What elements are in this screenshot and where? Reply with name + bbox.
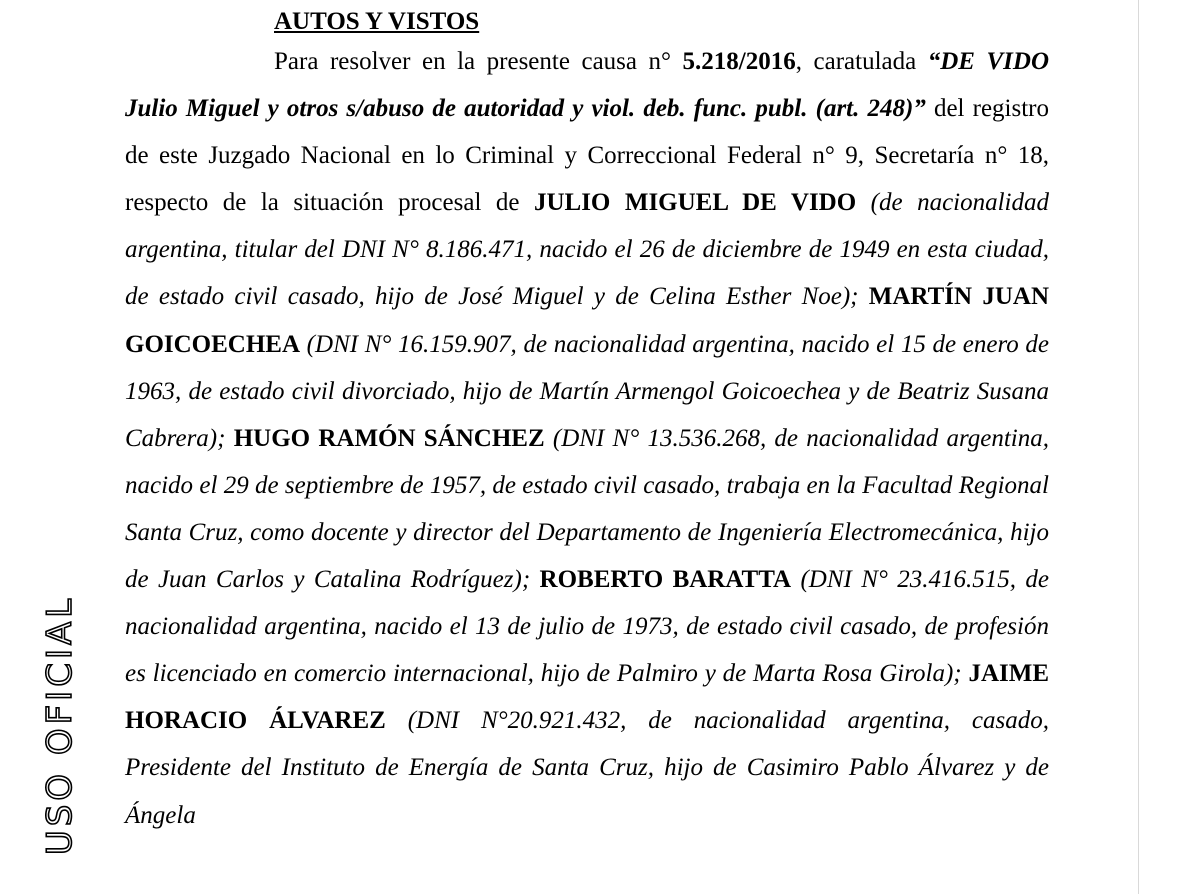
uso-oficial-stamp: USO OFICIAL bbox=[40, 594, 80, 856]
page-border bbox=[1138, 0, 1139, 894]
defendant-details: (DNI N° 13.536.268, de nacionalidad argentina, nacido el 29 de septiembre de 1957, de estado civil casado, trabaja en la Facultad Regional Santa Cruz, como docente y director del Departamento de Ingeniería Electromecánica, hijo de Juan Carlos y Catalina Rodríguez); bbox=[125, 424, 1049, 594]
defendant-details: (DNI N° 23.416.515, de nacionalidad argentina, nacido el 13 de julio de 1973, de estado civil casado, de profesión es licenciado en comercio internacional, hijo de Palmiro y de Marta Rosa Girola); bbox=[125, 566, 1049, 688]
resolution-paragraph bbox=[125, 38, 1049, 839]
section-heading: AUTOS Y VISTOS bbox=[274, 8, 480, 35]
defendant-details: (DNI N° 16.159.907, de nacionalidad argentina, nacido el 15 de enero de 1963, de estado civil divorciado, hijo de Martín Armengol Goicoechea y de Beatriz Susana Cabrera); bbox=[125, 330, 1049, 452]
case-number: 5.218/2016 bbox=[682, 48, 796, 75]
defendant-name: JAIME HORACIO ÁLVAREZ bbox=[125, 660, 1049, 735]
defendant-name: MARTÍN JUAN GOICOECHEA bbox=[125, 283, 1049, 358]
defendant-name: ROBERTO BARATTA bbox=[539, 566, 792, 594]
defendant-details: (de nacionalidad argentina, titular del DNI N° 8.186.471, nacido el 26 de diciembre de 1949 en esta ciudad, de estado civil casado, hijo de José Miguel y de Celina Esther Noe); bbox=[125, 189, 1050, 311]
court-text: del registro de este Juzgado Nacional en lo Criminal y Correccional Federal n° 9, Secretaría n° 18, respecto de la situación procesal de bbox=[125, 95, 1049, 217]
document-body bbox=[125, 0, 1049, 839]
caratulada-text: , caratulada bbox=[795, 48, 928, 75]
defendant-details: (DNI N°20.921.432, de nacionalidad argentina, casado, Presidente del Instituto de Energía de Santa Cruz, hijo de Casimiro Pablo Álvarez y de Ángela bbox=[125, 707, 1049, 829]
case-title: “DE VIDO Julio Miguel y otros s/abuso de autoridad y viol. deb. func. publ. (art. 248)” bbox=[125, 48, 1049, 123]
intro-text: Para resolver en la presente causa n° bbox=[274, 48, 683, 75]
defendant-name: JULIO MIGUEL DE VIDO bbox=[533, 189, 857, 217]
defendant-name: HUGO RAMÓN SÁNCHEZ bbox=[233, 424, 545, 452]
